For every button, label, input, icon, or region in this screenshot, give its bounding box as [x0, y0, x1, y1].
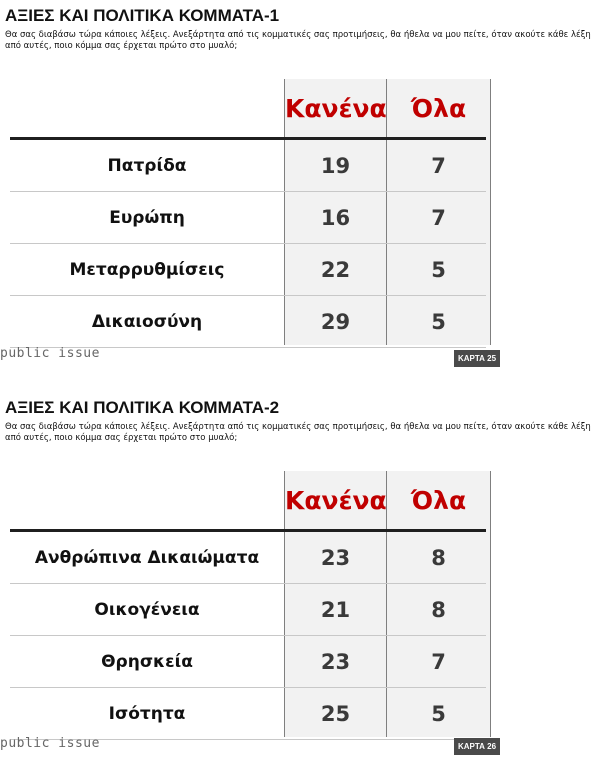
value-all: 5 [431, 310, 446, 334]
value-all: 7 [431, 206, 446, 230]
table-row [10, 688, 486, 740]
card-number-badge: ΚΑΡΤΑ 25 [454, 350, 500, 367]
row-label: Οικογένεια [94, 600, 200, 620]
row-label: Ανθρώπινα Δικαιώματα [34, 548, 260, 568]
value-none: 21 [320, 598, 351, 622]
table-row [10, 296, 486, 348]
row-label: Θρησκεία [101, 652, 193, 672]
table-header [10, 79, 486, 137]
table-row [10, 244, 486, 296]
header-none: Κανένα [285, 486, 387, 515]
table-header [10, 471, 486, 529]
card-number-badge: ΚΑΡΤΑ 26 [454, 738, 500, 755]
column-separator-right [490, 471, 491, 737]
row-label: Δικαιοσύνη [91, 312, 203, 332]
table-row [10, 636, 486, 688]
value-all: 5 [431, 702, 446, 726]
value-all: 8 [431, 546, 446, 570]
row-label: Ισότητα [108, 704, 186, 724]
value-none: 23 [320, 546, 351, 570]
card-title: ΑΞΙΕΣ ΚΑΙ ΠΟΛΙΤΙΚΑ ΚΟΜΜΑΤΑ-1 [5, 6, 280, 25]
value-all: 8 [431, 598, 446, 622]
brand-logo-text: public issue [0, 346, 100, 361]
value-none: 19 [320, 154, 351, 178]
table-row [10, 140, 486, 192]
survey-card-1 [0, 0, 598, 380]
value-none: 16 [320, 206, 351, 230]
brand-logo-text: public issue [0, 736, 100, 751]
table-row [10, 584, 486, 636]
row-label: Μεταρρυθμίσεις [69, 260, 225, 280]
value-none: 23 [320, 650, 351, 674]
table-row [10, 192, 486, 244]
value-none: 25 [320, 702, 351, 726]
card-subtitle: Θα σας διαβάσω τώρα κάποιες λέξεις. Ανεξάρτητα από τις κομματικές σας προτιμήσεις, θα ήθελα να μου πείτε, όταν ακούτε κάθε λέξη από αυτές, ποιο κόμμα σας έρχεται πρώτο στο μυαλό; [5, 30, 591, 51]
results-table [10, 79, 486, 348]
value-all: 7 [431, 154, 446, 178]
value-all: 5 [431, 258, 446, 282]
results-table [10, 471, 486, 740]
header-all: Όλα [410, 94, 467, 123]
survey-card-2 [0, 392, 598, 770]
header-none: Κανένα [285, 94, 387, 123]
card-title: ΑΞΙΕΣ ΚΑΙ ΠΟΛΙΤΙΚΑ ΚΟΜΜΑΤΑ-2 [5, 398, 280, 417]
row-label: Ευρώπη [109, 208, 185, 228]
header-all: Όλα [410, 486, 467, 515]
table-row [10, 532, 486, 584]
value-none: 29 [320, 310, 351, 334]
row-label: Πατρίδα [107, 156, 187, 176]
card-subtitle: Θα σας διαβάσω τώρα κάποιες λέξεις. Ανεξάρτητα από τις κομματικές σας προτιμήσεις, θα ήθελα να μου πείτε, όταν ακούτε κάθε λέξη από αυτές, ποιο κόμμα σας έρχεται πρώτο στο μυαλό; [5, 422, 591, 443]
value-all: 7 [431, 650, 446, 674]
value-none: 22 [320, 258, 351, 282]
column-separator-right [490, 79, 491, 345]
